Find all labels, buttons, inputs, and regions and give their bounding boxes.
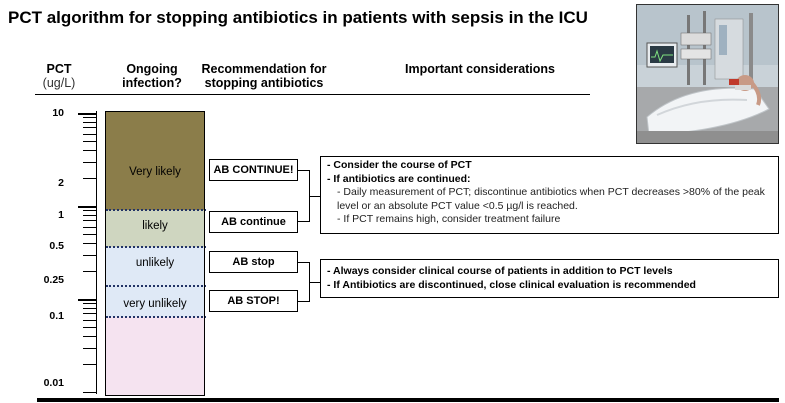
scale-tick xyxy=(83,141,97,142)
scale-tick xyxy=(83,215,97,216)
zone-label-likely: likely xyxy=(142,220,168,232)
scale-label-0-5: 0.5 xyxy=(49,240,64,252)
scale-axis xyxy=(96,111,97,394)
page-title: PCT algorithm for stopping antibiotics in patients with sepsis in the ICU xyxy=(8,8,588,27)
scale-tick xyxy=(83,134,97,135)
scale-tick xyxy=(83,117,97,118)
scale-tick xyxy=(83,150,97,151)
scale-tick xyxy=(83,127,97,128)
scale-tick xyxy=(78,299,97,301)
scale-label-2: 2 xyxy=(58,177,64,189)
scale-tick xyxy=(83,243,97,244)
scale-tick xyxy=(83,271,97,272)
scale-tick xyxy=(83,364,97,365)
ab-stop-box: AB stop xyxy=(209,251,298,273)
zone-label-unlikely: unlikely xyxy=(135,257,175,269)
bottom-rule xyxy=(37,398,779,402)
infection-header: Ongoing infection? xyxy=(122,62,182,90)
lower-bracket xyxy=(298,262,310,302)
pct-header-label: PCT xyxy=(46,62,72,76)
scale-tick xyxy=(83,327,97,328)
pct-header-unit: (ug/L) xyxy=(42,76,76,90)
upper-line-3: - Daily measurement of PCT; discontinue antibiotics when PCT decreases >80% of the peak level or an absolute PCT value <0.5 µg/l is reached. xyxy=(337,186,765,212)
scale-tick xyxy=(83,220,97,221)
considerations-header: Important considerations xyxy=(404,62,556,76)
zone-label-very-likely: Very likely xyxy=(129,166,181,178)
ab-continue-strong-box: AB CONTINUE! xyxy=(209,159,298,181)
scale-tick xyxy=(83,392,97,393)
scale-tick xyxy=(83,313,97,314)
header-rule xyxy=(35,94,590,95)
scale-tick xyxy=(83,122,97,123)
scale-tick xyxy=(83,320,97,321)
icu-photo-illustration xyxy=(637,5,778,143)
scale-tick xyxy=(83,178,97,179)
scale-tick xyxy=(83,234,97,235)
scale-label-0-01: 0.01 xyxy=(43,377,64,389)
scale-tick xyxy=(78,206,97,208)
pct-header xyxy=(38,62,80,90)
ab-stop-strong-box: AB STOP! xyxy=(209,290,298,312)
upper-line-2: - If antibiotics are continued: xyxy=(327,172,471,185)
scale-tick xyxy=(83,227,97,228)
considerations-upper-box xyxy=(320,156,779,234)
infection-column-frame xyxy=(105,111,205,396)
zone-label-very-unlikely: very unlikely xyxy=(123,298,187,310)
scale-label-0-1: 0.1 xyxy=(49,310,64,322)
upper-line-4: - If PCT remains high, consider treatment failure xyxy=(337,213,561,225)
scale-label-1: 1 xyxy=(58,209,64,221)
scale-tick xyxy=(83,348,97,349)
upper-line-1: - Consider the course of PCT xyxy=(327,159,472,171)
icu-patient-photo xyxy=(636,4,779,144)
recommendation-header: Recommendation for stopping antibiotics xyxy=(201,62,327,90)
scale-tick xyxy=(83,308,97,309)
scale-tick xyxy=(83,336,97,337)
lower-line-1: - Always consider clinical course of patients in addition to PCT levels xyxy=(327,265,673,277)
upper-bracket xyxy=(298,170,310,222)
scale-tick xyxy=(78,113,97,115)
scale-tick xyxy=(83,255,97,256)
scale-tick xyxy=(83,303,97,304)
scale-tick xyxy=(83,210,97,211)
lower-connector xyxy=(310,282,320,283)
lower-line-2: - If Antibiotics are discontinued, close clinical evaluation is recommended xyxy=(327,278,696,291)
scale-tick xyxy=(83,162,97,163)
considerations-lower-box xyxy=(320,259,779,298)
scale-label-0-25: 0.25 xyxy=(43,274,64,286)
ab-continue-box: AB continue xyxy=(209,211,298,233)
upper-connector xyxy=(310,196,320,197)
scale-label-10: 10 xyxy=(52,107,64,119)
